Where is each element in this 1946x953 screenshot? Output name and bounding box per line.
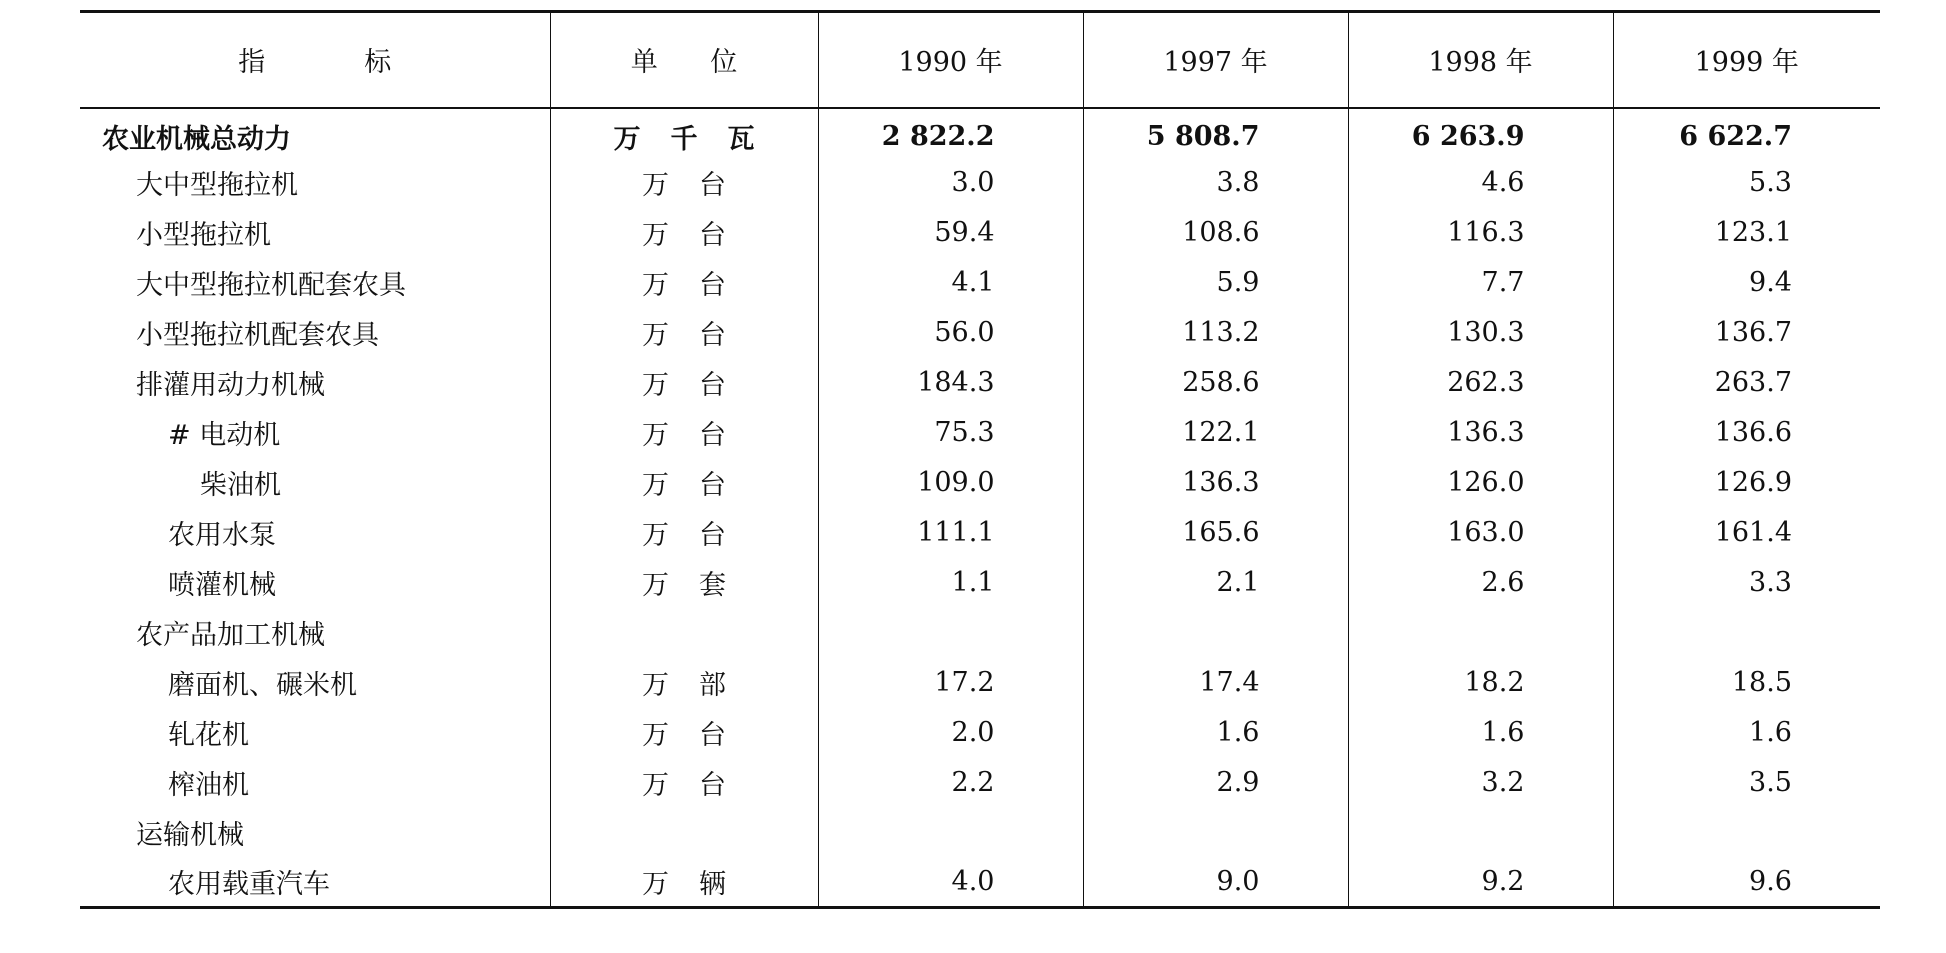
value-cell: 122.1 [1083,408,1348,458]
header-row [80,12,1880,108]
table-row [80,708,1880,758]
value-cell [1348,608,1613,658]
value-cell: 6 622.7 [1613,108,1880,158]
table-row [80,358,1880,408]
unit-header: 单 位 [550,12,818,108]
value-cell: 17.4 [1083,658,1348,708]
value-cell [1613,608,1880,658]
table-row [80,308,1880,358]
indicator-cell: 排灌用动力机械 [136,370,325,401]
unit-cell: 万台 [550,308,818,358]
indicator-header: 指 标 [80,12,550,108]
unit-cell [550,608,818,658]
value-cell: 2.2 [818,758,1083,808]
statistics-table [80,10,1880,909]
indicator-cell: 柴油机 [200,470,281,501]
value-cell: 9.6 [1613,858,1880,908]
year-header: 1990 年 [818,12,1083,108]
value-cell: 59.4 [818,208,1083,258]
value-cell: 123.1 [1613,208,1880,258]
value-cell: 2 822.2 [818,108,1083,158]
value-cell: 9.4 [1613,258,1880,308]
value-cell: 75.3 [818,408,1083,458]
value-cell: 3.8 [1083,158,1348,208]
indicator-cell: 榨油机 [168,770,249,801]
unit-cell: 万台 [550,508,818,558]
value-cell: 3.0 [818,158,1083,208]
value-cell: 4.1 [818,258,1083,308]
table-body [80,108,1880,908]
table-header [80,12,1880,108]
value-cell: 108.6 [1083,208,1348,258]
value-cell: 6 263.9 [1348,108,1613,158]
table-row [80,558,1880,608]
value-cell: 4.0 [818,858,1083,908]
table-row [80,758,1880,808]
value-cell: 1.6 [1348,708,1613,758]
table-row [80,858,1880,908]
year-header: 1999 年 [1613,12,1880,108]
value-cell: 113.2 [1083,308,1348,358]
value-cell: 4.6 [1348,158,1613,208]
value-cell: 9.0 [1083,858,1348,908]
indicator-cell: 小型拖拉机配套农具 [136,320,379,351]
indicator-cell: 运输机械 [136,820,244,851]
unit-cell: 万套 [550,558,818,608]
table-row [80,658,1880,708]
unit-cell: 万台 [550,458,818,508]
value-cell: 18.2 [1348,658,1613,708]
unit-cell: 万辆 [550,858,818,908]
value-cell: 56.0 [818,308,1083,358]
table-row [80,508,1880,558]
table-row [80,808,1880,858]
table-row [80,208,1880,258]
value-cell: 1.6 [1613,708,1880,758]
unit-cell: 万台 [550,258,818,308]
value-cell: 130.3 [1348,308,1613,358]
indicator-cell: 大中型拖拉机 [136,170,298,201]
value-cell: 3.2 [1348,758,1613,808]
value-cell: 161.4 [1613,508,1880,558]
indicator-cell: 大中型拖拉机配套农具 [136,270,406,301]
table-row [80,158,1880,208]
value-cell: 136.3 [1083,458,1348,508]
value-cell: 136.7 [1613,308,1880,358]
table-row [80,108,1880,158]
value-cell: 2.9 [1083,758,1348,808]
value-cell: 2.1 [1083,558,1348,608]
value-cell: 1.1 [818,558,1083,608]
unit-cell: 万台 [550,408,818,458]
value-cell: 116.3 [1348,208,1613,258]
value-cell: 126.9 [1613,458,1880,508]
indicator-cell: 农业机械总动力 [102,123,291,155]
value-cell: 5.3 [1613,158,1880,208]
year-header: 1998 年 [1348,12,1613,108]
unit-cell: 万部 [550,658,818,708]
indicator-cell: 小型拖拉机 [136,220,271,251]
value-cell: 165.6 [1083,508,1348,558]
value-cell: 109.0 [818,458,1083,508]
value-cell [818,608,1083,658]
unit-cell: 万台 [550,758,818,808]
indicator-cell: 轧花机 [168,720,249,751]
unit-cell: 万台 [550,358,818,408]
value-cell: 262.3 [1348,358,1613,408]
value-cell: 18.5 [1613,658,1880,708]
table-row [80,408,1880,458]
table-row [80,258,1880,308]
value-cell: 258.6 [1083,358,1348,408]
value-cell: 3.3 [1613,558,1880,608]
value-cell: 184.3 [818,358,1083,408]
unit-cell: 万台 [550,158,818,208]
unit-cell [550,808,818,858]
indicator-cell: 磨面机、碾米机 [168,670,357,701]
value-cell [1613,808,1880,858]
value-cell: 9.2 [1348,858,1613,908]
table-row [80,608,1880,658]
value-cell: 3.5 [1613,758,1880,808]
value-cell: 163.0 [1348,508,1613,558]
unit-cell: 万台 [550,708,818,758]
indicator-cell: 农产品加工机械 [136,620,325,651]
value-cell: 17.2 [818,658,1083,708]
year-header: 1997 年 [1083,12,1348,108]
value-cell: 111.1 [818,508,1083,558]
value-cell: 7.7 [1348,258,1613,308]
value-cell [1083,608,1348,658]
value-cell: 126.0 [1348,458,1613,508]
table-row [80,458,1880,508]
value-cell [1348,808,1613,858]
indicator-cell: # 电动机 [168,420,281,451]
value-cell [818,808,1083,858]
value-cell: 263.7 [1613,358,1880,408]
indicator-cell: 农用水泵 [168,520,276,551]
value-cell: 1.6 [1083,708,1348,758]
value-cell: 136.3 [1348,408,1613,458]
value-cell: 2.0 [818,708,1083,758]
unit-cell: 万千瓦 [550,108,818,158]
value-cell: 5.9 [1083,258,1348,308]
value-cell: 136.6 [1613,408,1880,458]
indicator-cell: 喷灌机械 [168,570,276,601]
value-cell [1083,808,1348,858]
indicator-cell: 农用载重汽车 [80,858,550,908]
value-cell: 2.6 [1348,558,1613,608]
unit-cell: 万台 [550,208,818,258]
value-cell: 5 808.7 [1083,108,1348,158]
